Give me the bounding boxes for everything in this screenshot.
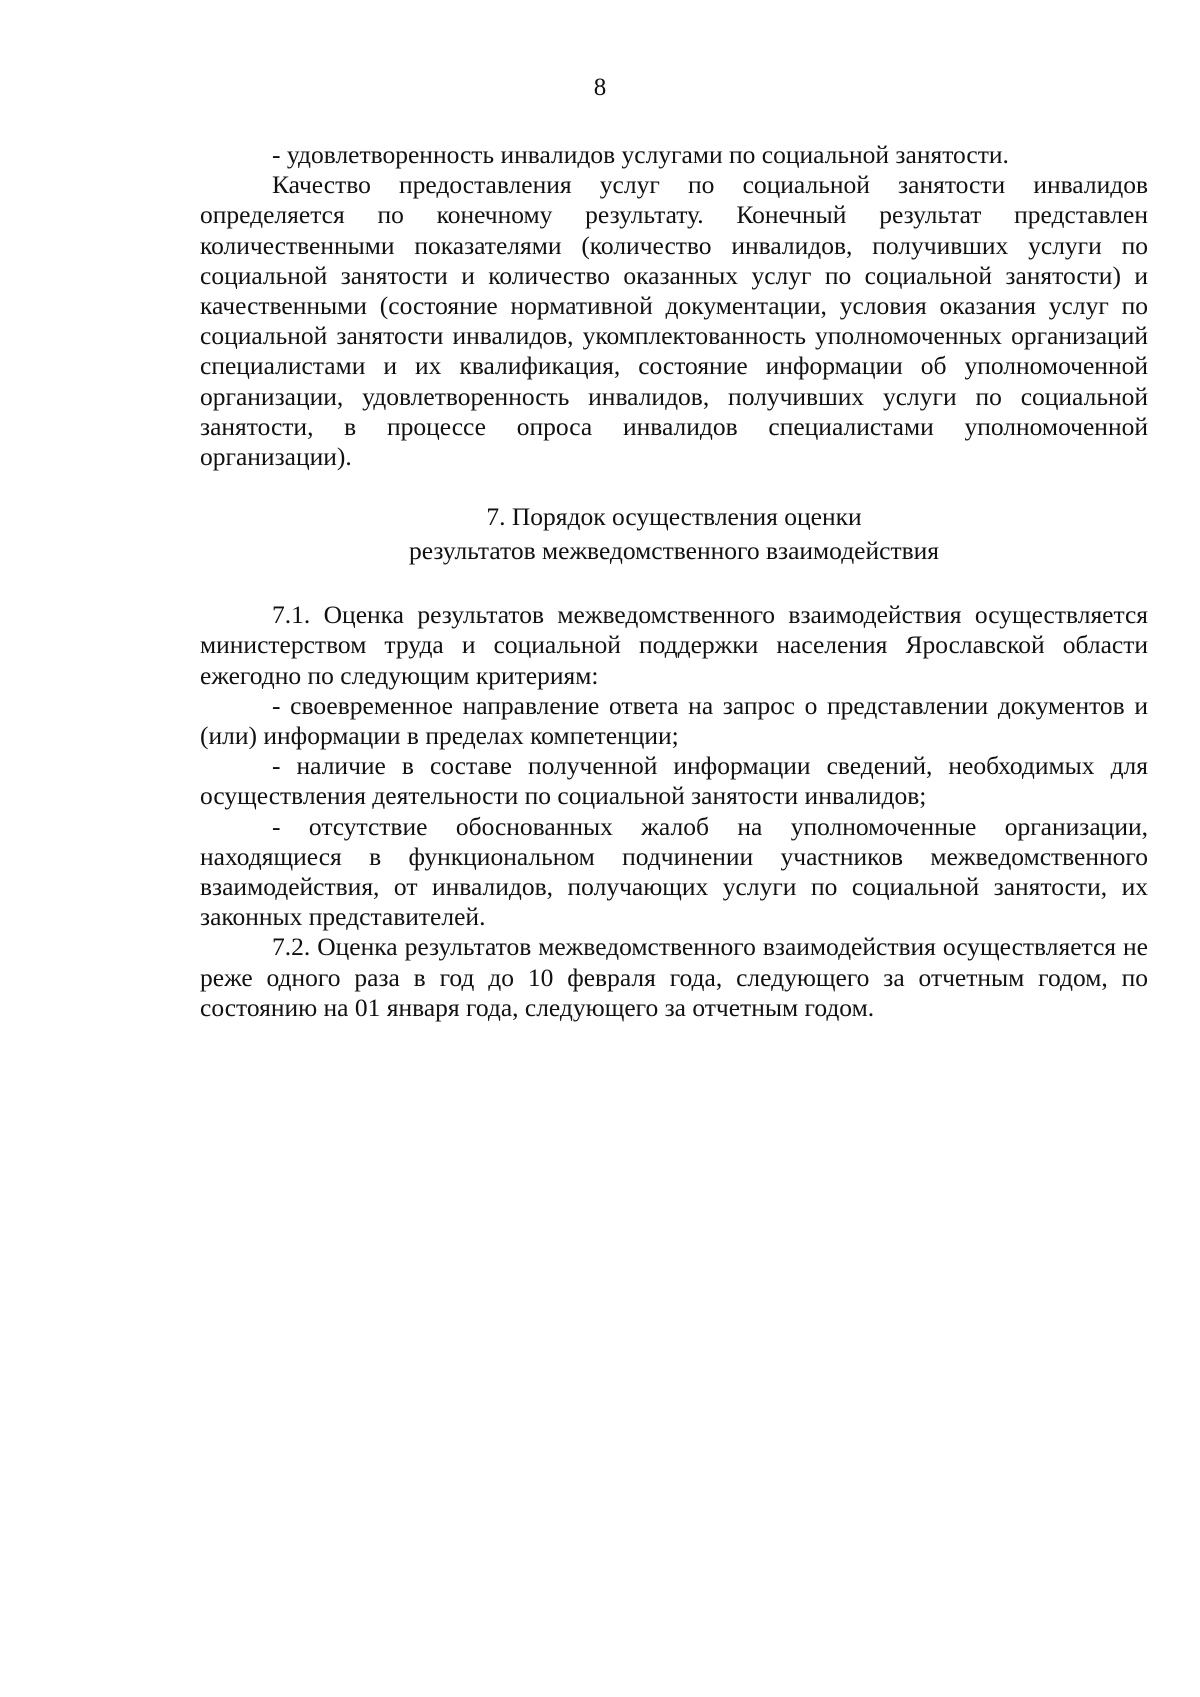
page-number: 8 [593,74,607,101]
paragraph-satisfaction-item: - удовлетворенность инвалидов услугами по социальной занятости. [272,140,1009,169]
criterion-information-completeness: - наличие в составе полученной информации сведений, необходимых для осуществления деятельности по социальной занятости инвалидов; [200,751,1148,811]
section-heading [200,500,1148,568]
section-heading-line-2: результатов межведомственного взаимодействия [408,536,940,566]
section-heading-line-1: 7. Порядок осуществления оценки [486,502,862,532]
paragraph-quality-of-services: Качество предоставления услуг по социальной занятости инвалидов определяется по конечному результату. Конечный результат представлен количественными показателями (количество инвалидов, получивших услуги по социальной занятости и количество оказанных услуг по социальной занятости) и качественными (состояние нормативной документации, условия оказания услуг по социальной занятости инвалидов, укомплектованность уполномоченных организаций специалистами и их квалификация, состояние информации об уполномоченной организации, удовлетворенность инвалидов, получивших услуги по социальной занятости, в процессе опроса инвалидов специалистами уполномоченной организации). [200,170,1148,472]
criterion-no-complaints: - отсутствие обоснованных жалоб на уполномоченные организации, находящиеся в функциональном подчинении участников межведомственного взаимодействия, от инвалидов, получающих услуги по социальной занятости, их законных представителей. [200,811,1148,932]
document-body [200,140,1148,1023]
paragraph-7-1: 7.1. Оценка результатов межведомственного взаимодействия осуществляется министерством труда и социальной поддержки населения Ярославской области ежегодно по следующим критериям: [200,600,1148,690]
paragraph-7-2: 7.2. Оценка результатов межведомственного взаимодействия осуществляется не реже одного раза в год до 10 февраля года, следующего за отчетным годом, по состоянию на 01 января года, следующего за отчетным годом. [200,932,1148,1022]
criterion-timely-response: - своевременное направление ответа на запрос о представлении документов и (или) информации в пределах компетенции; [200,690,1148,751]
